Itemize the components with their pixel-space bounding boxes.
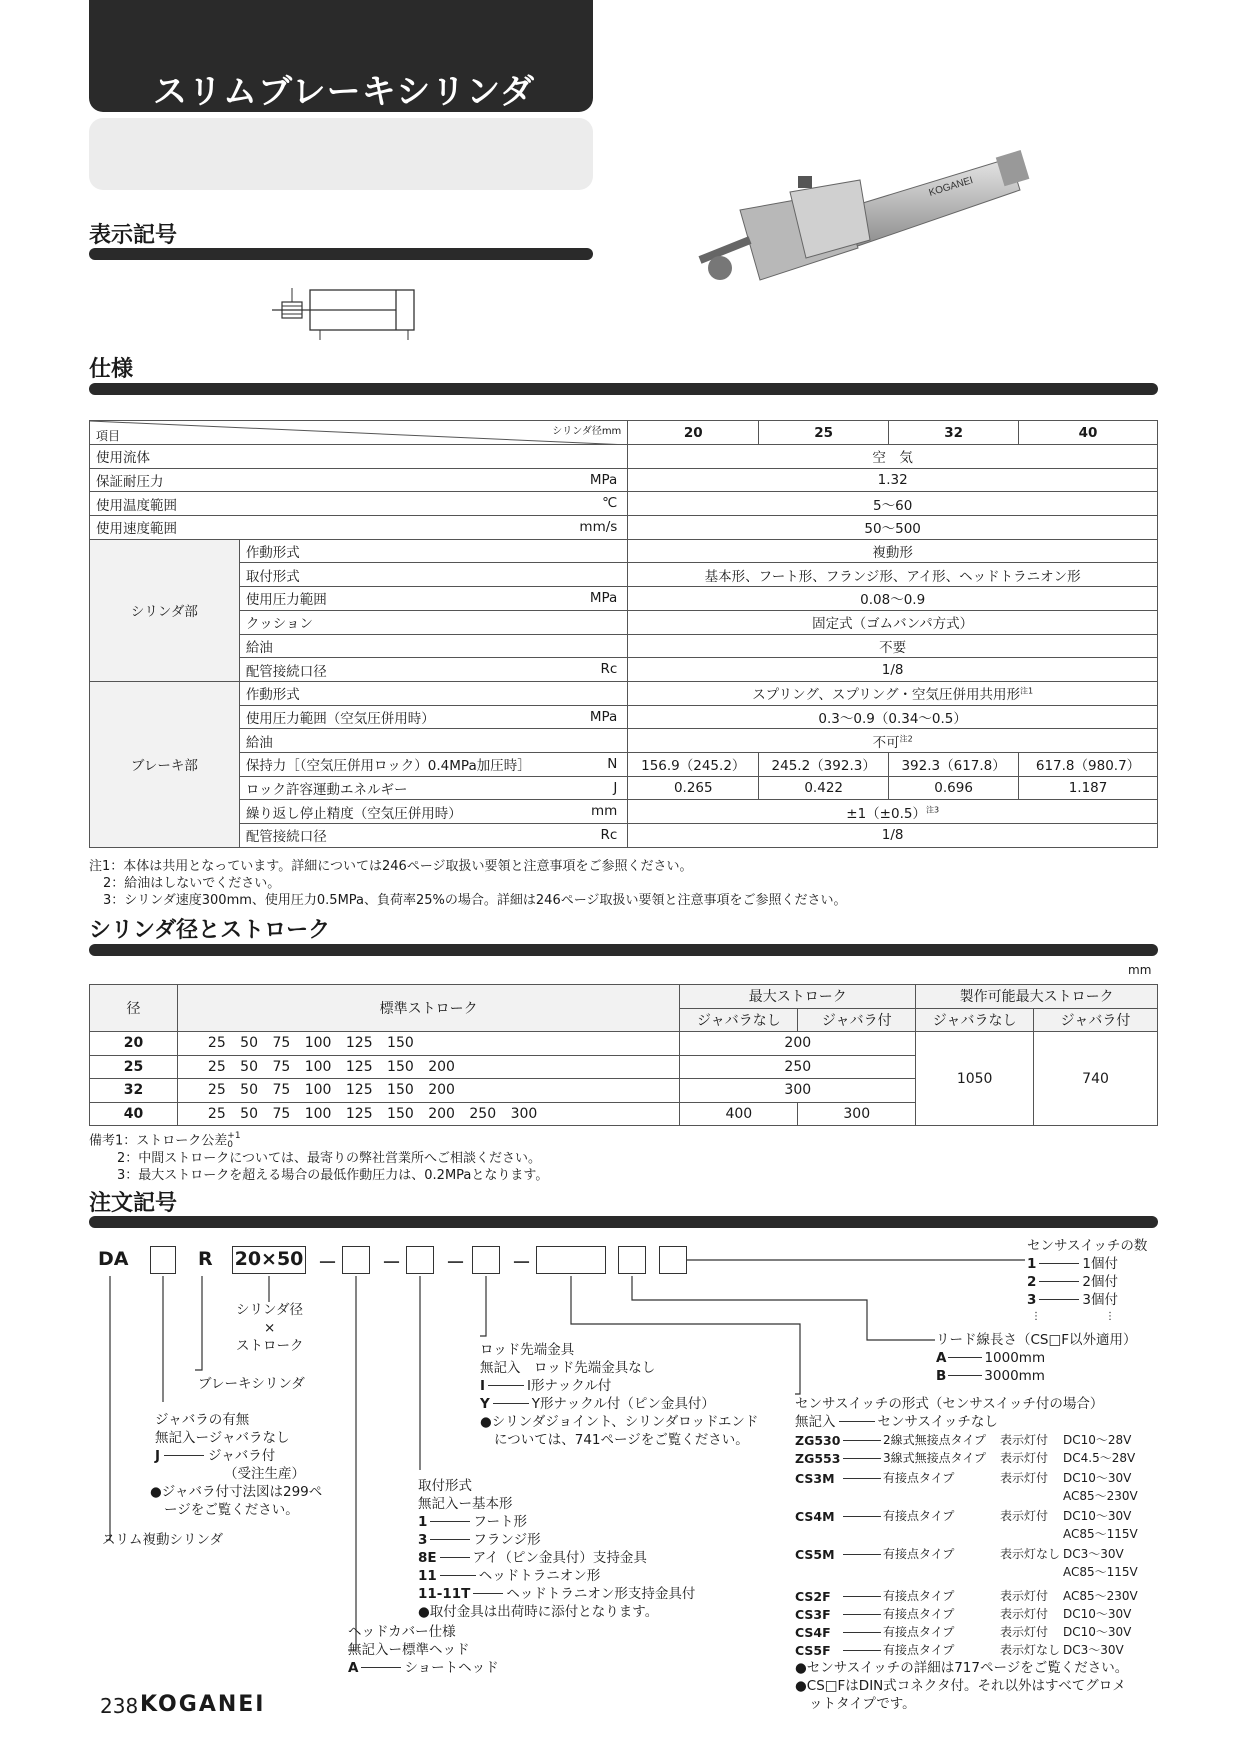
order-code-da: DA bbox=[98, 1248, 129, 1270]
product-photo bbox=[690, 140, 1070, 310]
bore-25: 25 bbox=[759, 421, 889, 445]
page-title: スリムブレーキシリンダ bbox=[153, 72, 535, 112]
cylinder-group-label: シリンダ部 bbox=[90, 539, 240, 681]
section-stroke-title: シリンダ径とストローク bbox=[89, 918, 331, 943]
koganei-logo: KOGANEI bbox=[140, 1692, 266, 1717]
row-label: 使用流体 bbox=[90, 445, 628, 469]
row-value: 1/8 bbox=[628, 658, 1158, 682]
stroke-notes: 備考1：ストローク公差+1 0 2：中間ストロークについては、最寄りの弊社営業所へご相談ください。 3：最大ストロークを超える場合の最低作動圧力は、0.2MPaとなります。 bbox=[89, 1131, 549, 1183]
header-item: 項目 bbox=[96, 429, 121, 443]
brake-group-label: ブレーキ部 bbox=[90, 681, 240, 847]
stroke-table: 径 標準ストローク 最大ストローク 製作可能最大ストローク ジャバラなし ジャバラ付 ジャバラなし ジャバラ付 20 25 50 75 100 125 150 200 1050 740 25 25 50 75 100 125 150 200 250 32 25 50 75 100 125 150 200 300 40 25 50 75 100 125 150 200 250 300 400 300 bbox=[89, 984, 1158, 1126]
row-label: 保証耐圧力 MPa bbox=[90, 468, 628, 492]
row-value: 空 気 bbox=[628, 445, 1158, 469]
row-value: 0.08～0.9 bbox=[628, 587, 1158, 611]
row-value: 1.32 bbox=[628, 468, 1158, 492]
row-value: 0.3～0.9（0.34～0.5） bbox=[628, 705, 1158, 729]
title-banner bbox=[89, 0, 593, 112]
page-number: 238 bbox=[100, 1694, 139, 1718]
row-value: 固定式（ゴムバンパ方式） bbox=[628, 610, 1158, 634]
row-value: 基本形、フート形、フランジ形、アイ形、ヘッドトラニオン形 bbox=[628, 563, 1158, 587]
bore-40: 40 bbox=[1019, 421, 1158, 445]
section-bar bbox=[89, 944, 1158, 956]
spec-notes: 注1：本体は共用となっています。詳細については246ページ取扱い要領と注意事項をご参照ください。 2：給油はしないでください。 3：シリンダ速度300mm、使用圧力0.5MPa、負荷率25%の場合。詳細は246ページ取扱い要領と注意事項をご参照ください。 bbox=[89, 859, 847, 908]
bore-32: 32 bbox=[889, 421, 1019, 445]
section-bar bbox=[89, 248, 593, 260]
section-order-title: 注文記号 bbox=[89, 1191, 178, 1216]
row-value: 5～60 bbox=[628, 492, 1158, 516]
subtitle-box bbox=[89, 118, 593, 190]
spec-table: 項目 シリンダ径mm 20 25 32 40 使用流体 空 気 保証耐圧力 MPa 1.32 使用温度範囲 ℃ 5～60 使用速度範囲 mm/s 50～500 シリンダ部 作動形式 複動形 取付形式 基本形、フート形、フランジ形、アイ形、ヘッドトラニオン形 使用圧力範囲 MPa 0.08～0.9 クッション 固定式（ゴムバンパ方式） 給油 不要 配管接続口径 Rc 1/8 ブレーキ部 作動形式 スプリング、スプリング・空気圧併用共用形$^{注1}$ 使用圧力範囲（空気圧併用時） MPa 0.3～0.9（0.34～0.5） 給油 不可$^{注2}$ 保持力［（空気圧併用ロック）0.4MPa加圧時］ N 156.9（245.2） 245.2（392.3） 392.3（617.8） 617.8（980.7） ロック許容運動エネルギー J 0.265 0.422 0.696 1.187 繰り返し停止精度（空気圧併用時） mm $\pm 1(\pm 0.5)^{注3}$ 配管接続口径 Rc 1/8 bbox=[89, 420, 1158, 848]
section-bar bbox=[89, 1216, 1158, 1228]
row-value: 不可$^{注2}$ bbox=[628, 729, 1158, 753]
section-symbol-title: 表示記号 bbox=[89, 223, 178, 248]
row-value: 複動形 bbox=[628, 539, 1158, 563]
stroke-unit: mm bbox=[1128, 963, 1152, 977]
header-bore: シリンダ径mm bbox=[552, 426, 622, 437]
row-value: 不要 bbox=[628, 634, 1158, 658]
section-bar bbox=[89, 383, 1158, 395]
order-code-size: 20×50 bbox=[232, 1246, 306, 1274]
row-value: スプリング、スプリング・空気圧併用共用形$^{注1}$ bbox=[628, 681, 1158, 705]
header-diagonal bbox=[90, 421, 629, 445]
row-label: 使用温度範囲 ℃ bbox=[90, 492, 628, 516]
row-label: 使用速度範囲 mm/s bbox=[90, 516, 628, 540]
svg-text:KOGANEI: KOGANEI bbox=[927, 175, 975, 199]
cylinder-symbol-diagram bbox=[268, 284, 428, 344]
order-code-r: R bbox=[198, 1248, 213, 1270]
bore-20: 20 bbox=[628, 421, 759, 445]
row-value: 1/8 bbox=[628, 824, 1158, 848]
row-value: $\pm 1(\pm 0.5)^{注3}$ bbox=[628, 800, 1158, 824]
row-value: 50～500 bbox=[628, 516, 1158, 540]
section-spec-title: 仕様 bbox=[89, 357, 134, 382]
